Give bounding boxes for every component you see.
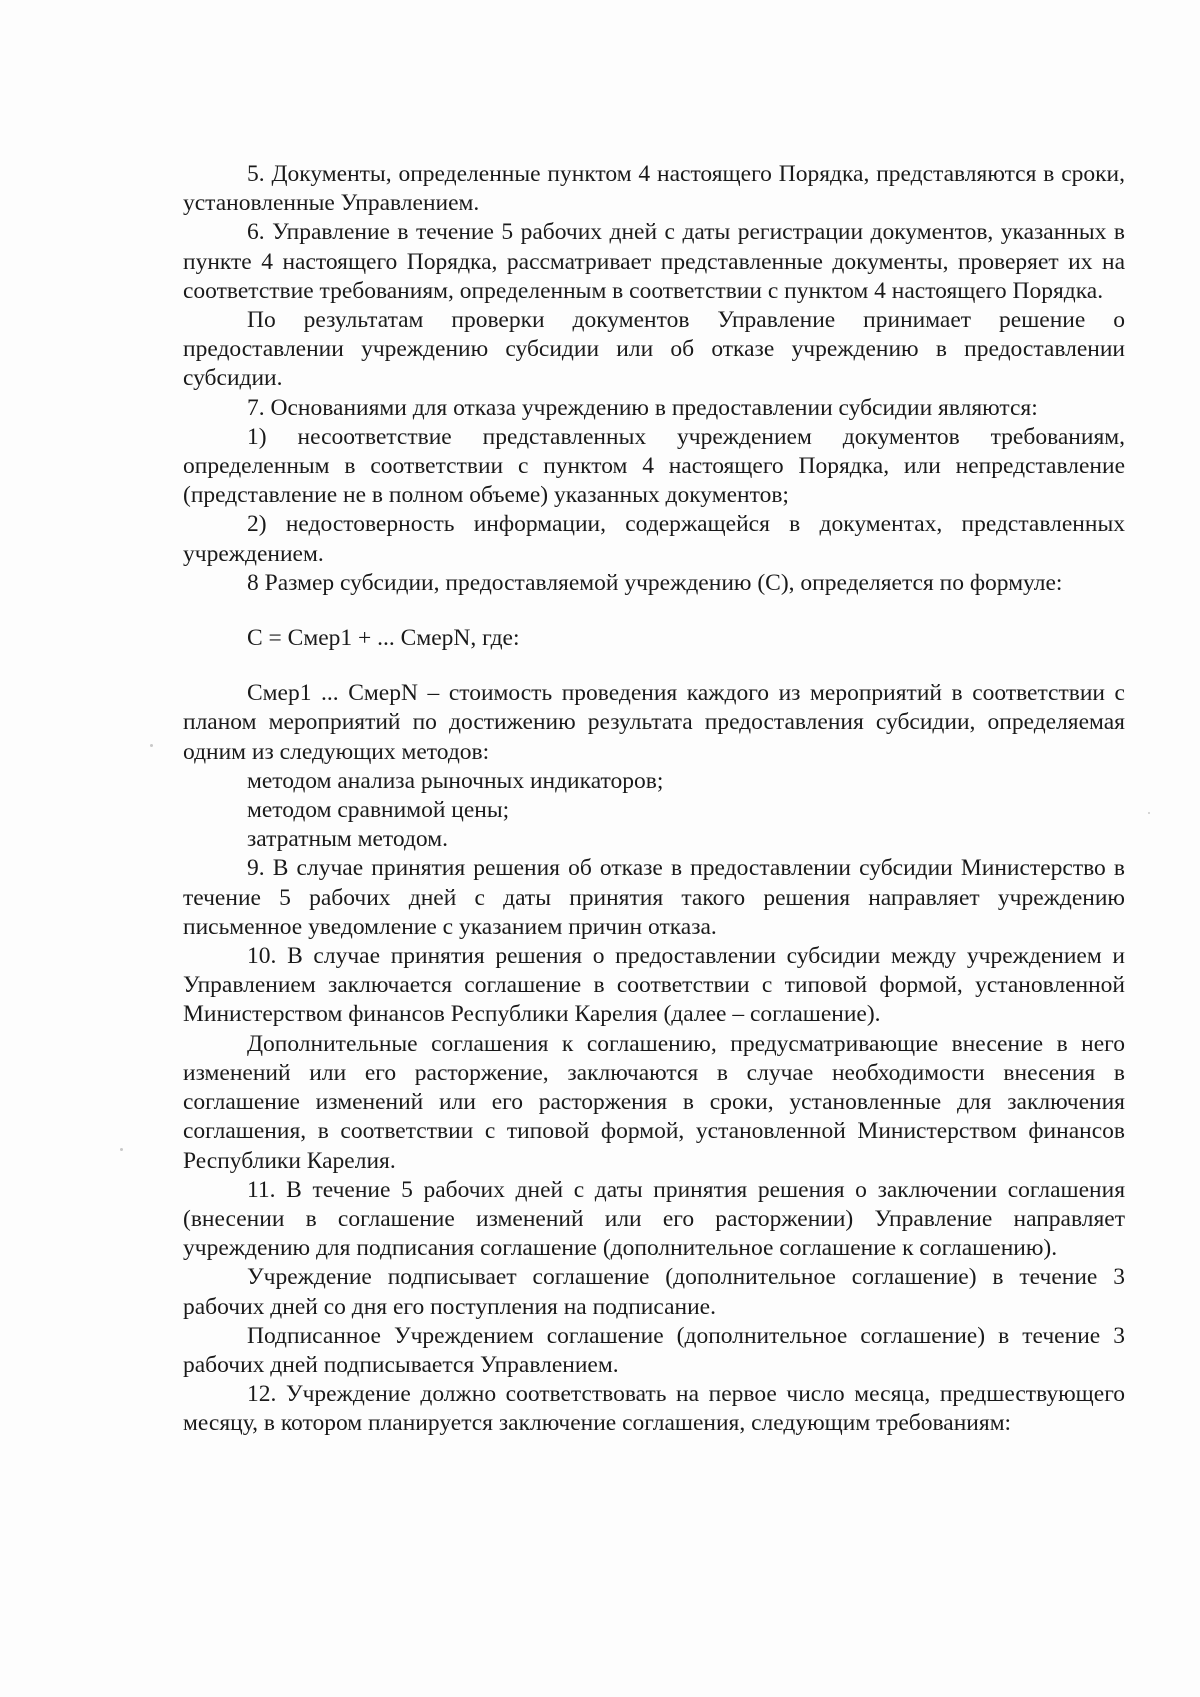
paragraph-12: 12. Учреждение должно соответствовать на первое число месяца, предшествующего месяцу, в котором планируется заключение соглашения, следующим требованиям: (183, 1381, 1125, 1437)
paragraph-6-result: По результатам проверки документов Управление принимает решение о предоставлении учреждению субсидии или об отказе учреждению в предоставлении субсидии. (183, 307, 1125, 392)
subsidy-formula: С = Смер1 + ... СмерN, где: (247, 625, 520, 652)
formula-description: Смер1 ... СмерN – стоимость проведения каждого из мероприятий в соответствии с планом мероприятий по достижению результата предоставления субсидии, определяемая одним из следующих методов: (183, 680, 1125, 765)
method-comparable-price: методом сравнимой цены; (247, 797, 510, 824)
paragraph-8: 8 Размер субсидии, предоставляемой учреждению (С), определяется по формуле: (247, 569, 1063, 596)
method-market-indicators: методом анализа рыночных индикаторов; (247, 767, 664, 794)
paragraph-10-additional: Дополнительные соглашения к соглашению, предусматривающие внесение в него изменений или его расторжение, заключаются в случае необходимости внесения в соглашение изменений или его расторжения в сроки, установленные для заключения соглашения, в соответствии с типовой формой, установленной Министерством финансов Республики Карелия. (183, 1030, 1125, 1174)
paragraph-11: 11. В течение 5 рабочих дней с даты принятия решения о заключении соглашения (внесении в соглашение изменений или его расторжении) Управление направляет учреждению для подписания соглашение (дополнительное соглашение к соглашению). (183, 1176, 1125, 1262)
paragraph-11-signing: Учреждение подписывает соглашение (дополнительное соглашение) в течение 3 рабочих дней со дня его поступления на подписание. (183, 1264, 1125, 1320)
paragraph-7-item-1: 1) несоответствие представленных учреждением документов требованиям, определенным в соответствии с пунктом 4 настоящего Порядка, или непредставление (представление не в полном объеме) указанных документов; (183, 423, 1125, 509)
method-cost: затратным методом. (247, 826, 448, 853)
paragraph-9: 9. В случае принятия решения об отказе в предоставлении субсидии Министерство в течение 5 рабочих дней с даты принятия такого решения направляет учреждению письменное уведомление с указанием причин отказа. (183, 855, 1125, 940)
paragraph-11-signed: Подписанное Учреждением соглашение (дополнительное соглашение) в течение 3 рабочих дней подписывается Управлением. (183, 1322, 1125, 1378)
scan-speck (120, 1148, 123, 1151)
document-body (183, 160, 1125, 1439)
scan-speck (150, 744, 153, 747)
paragraph-10: 10. В случае принятия решения о предоставлении субсидии между учреждением и Управлением заключается соглашение в соответствии с типовой формой, установленной Министерством финансов Республики Карелия (далее – соглашение). (183, 943, 1125, 1028)
paragraph-7-item-2: 2) недостоверность информации, содержащейся в документах, представленных учреждением. (183, 511, 1125, 567)
paragraph-7: 7. Основаниями для отказа учреждению в предоставлении субсидии являются: (247, 394, 1038, 421)
paragraph-5: 5. Документы, определенные пунктом 4 настоящего Порядка, представляются в сроки, установленные Управлением. (183, 161, 1125, 217)
scan-speck (1148, 812, 1150, 814)
paragraph-6: 6. Управление в течение 5 рабочих дней с даты регистрации документов, указанных в пункте 4 настоящего Порядка, рассматривает представленные документы, проверяет их на соответствие требованиям, определенным в соответствии с пунктом 4 настоящего Порядка. (183, 219, 1125, 304)
